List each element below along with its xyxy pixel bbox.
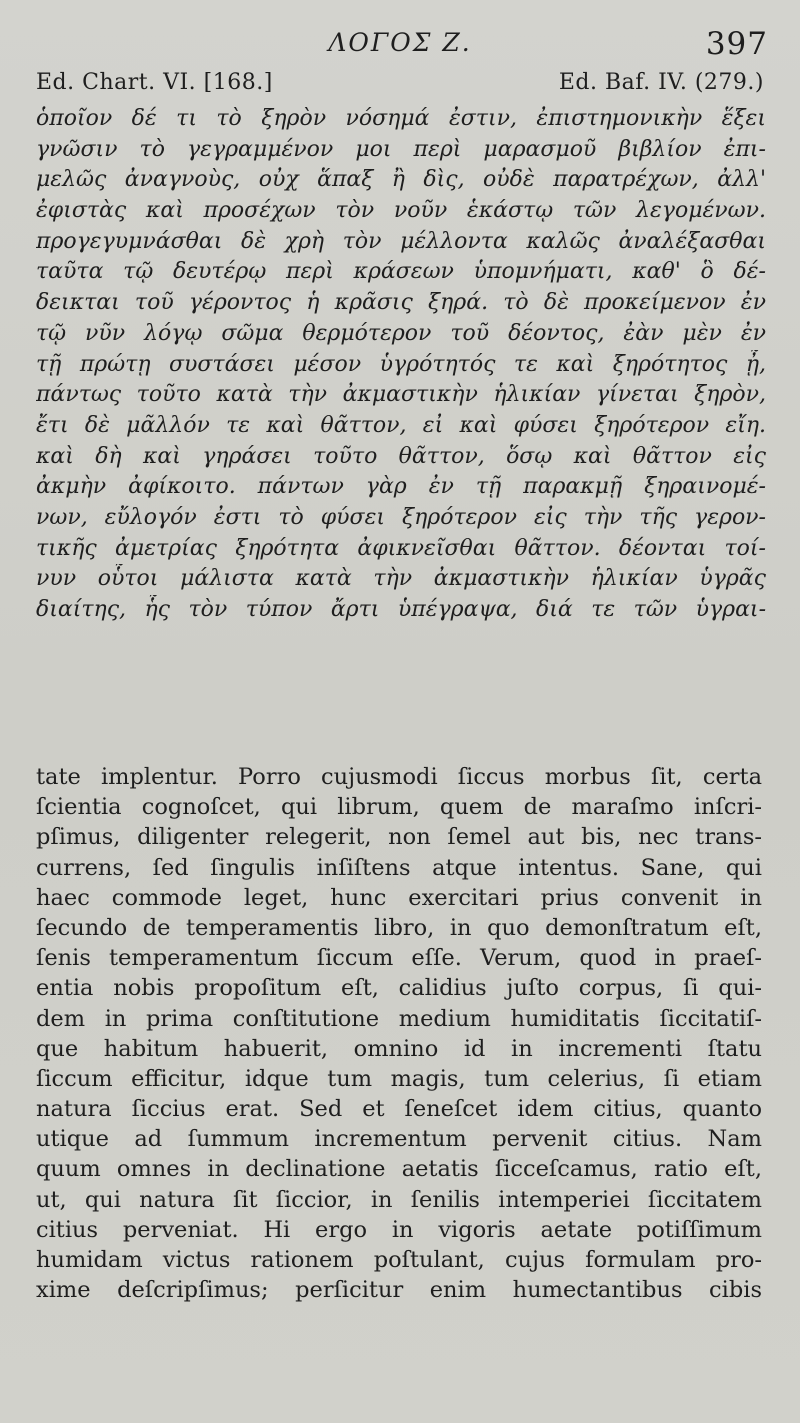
latin-line: xime deſcripſimus; perſicitur enim humectantibus cibis (36, 1277, 762, 1304)
latin-line: entia nobis propoſitum eſt, calidius juſto corpus, ſi qui- (36, 975, 762, 1002)
greek-line: πάντως τοῦτο κατὰ τὴν ἀκμαστικὴν ἡλικίαν γίνεται ξηρὸν, (36, 382, 766, 408)
greek-line: ἐφιστὰς καὶ προσέχων τὸν νοῦν ἑκάστῳ τῶν λεγομένων. (36, 198, 766, 224)
greek-text-block (36, 104, 766, 626)
latin-line: ſiccum efficitur, idque tum magis, tum celerius, ſi etiam (36, 1065, 762, 1092)
latin-line: natura ſiccius erat. Sed et ſeneſcet idem citius, quanto (36, 1096, 762, 1123)
greek-line: ὁποῖον δέ τι τὸ ξηρὸν νόσημά ἐστιν, ἐπιστημονικὴν ἕξει (36, 106, 766, 131)
latin-line: ſecundo de temperamentis libro, in quo demonſtratum eſt, (36, 914, 762, 941)
greek-line: τῷ νῦν λόγῳ σῶμα θερμότερον τοῦ δέοντος, ἐὰν μὲν ἐν (36, 320, 766, 346)
latin-line: haec commode leget, hunc exercitari prius convenit in (36, 884, 762, 911)
latin-line: dem in prima conſtitutione medium humiditatis ſiccitatiſ- (36, 1005, 762, 1032)
greek-line: τικῆς ἀμετρίας ξηρότητα ἀφικνεῖσθαι θᾶττον. δέονται τοί- (36, 535, 766, 561)
greek-line: ἀκμὴν ἀφίκοιτο. πάντων γὰρ ἐν τῇ παρακμῇ ξηραινομέ- (36, 474, 766, 500)
edition-reference-left: Ed. Chart. VI. [168.] (36, 70, 273, 95)
greek-line: προγεγυμνάσθαι δὲ χρὴ τὸν μέλλοντα καλῶς ἀναλέξασθαι (36, 228, 766, 254)
latin-line: ſcientia cognoſcet, qui librum, quem de maraſmo inſcri- (36, 794, 762, 821)
latin-line: utique ad ſummum incrementum pervenit citius. Nam (36, 1126, 762, 1153)
latin-line: tate implentur. Porro cujusmodi ſiccus morbus ſit, certa (36, 764, 762, 790)
greek-line: γνῶσιν τὸ γεγραμμένον μοι περὶ μαρασμοῦ βιβλίον ἐπι- (36, 136, 766, 162)
latin-line: citius perveniat. Hi ergo in vigoris aetate potiſſimum (36, 1216, 762, 1243)
latin-line: quum omnes in declinatione aetatis ſicceſcamus, ratio eſt, (36, 1156, 762, 1183)
page-number: 397 (705, 26, 768, 62)
greek-line: νυν οὗτοι μάλιστα κατὰ τὴν ἀκμαστικὴν ἡλικίαν ὑγρᾶς (36, 566, 766, 592)
greek-line: ἔτι δὲ μᾶλλόν τε καὶ θᾶττον, εἰ καὶ φύσει ξηρότερον εἴη. (36, 412, 766, 438)
greek-line: μελῶς ἀναγνοὺς, οὐχ ἅπαξ ἢ δὶς, οὐδὲ παρατρέχων, ἀλλ' (36, 167, 766, 193)
latin-line: pſimus, diligenter relegerit, non ſemel aut bis, nec trans- (36, 824, 762, 851)
latin-line: que habitum habuerit, omnino id in incrementi ſtatu (36, 1035, 762, 1062)
edition-reference-right: Ed. Baf. IV. (279.) (558, 70, 764, 95)
greek-line: ταῦτα τῷ δευτέρῳ περὶ κράσεων ὑπομνήματι, καθ' ὃ δέ- (36, 259, 766, 285)
greek-line: δεικται τοῦ γέροντος ἡ κρᾶσις ξηρά. τὸ δὲ προκείμενον ἐν (36, 290, 766, 316)
latin-line: humidam victus rationem poſtulant, cujus formulam pro- (36, 1247, 762, 1273)
greek-line: νων, εὔλογόν ἐστι τὸ φύσει ξηρότερον εἰς τὴν τῆς γερον- (36, 504, 766, 530)
greek-line: τῇ πρώτῃ συστάσει μέσον ὑγρότητός τε καὶ ξηρότητος ᾖ, (36, 351, 766, 377)
greek-line: διαίτης, ἧς τὸν τύπον ἄρτι ὑπέγραψα, διά τε τῶν ὑγραι- (36, 597, 766, 622)
greek-line: καὶ δὴ καὶ γηράσει τοῦτο θᾶττον, ὅσῳ καὶ θᾶττον εἰς (36, 443, 766, 469)
latin-line: currens, ſed ſingulis inſiſtens atque intentus. Sane, qui (36, 854, 762, 881)
latin-line: ſenis temperamentum ſiccum eſſe. Verum, quod in praeſ- (36, 945, 762, 972)
latin-line: ut, qui natura ſit ſiccior, in ſenilis intemperiei ſiccitatem (36, 1186, 762, 1213)
running-head: ΛΟΓΟΣ Ζ. (328, 28, 472, 57)
latin-text-block (36, 762, 762, 1305)
